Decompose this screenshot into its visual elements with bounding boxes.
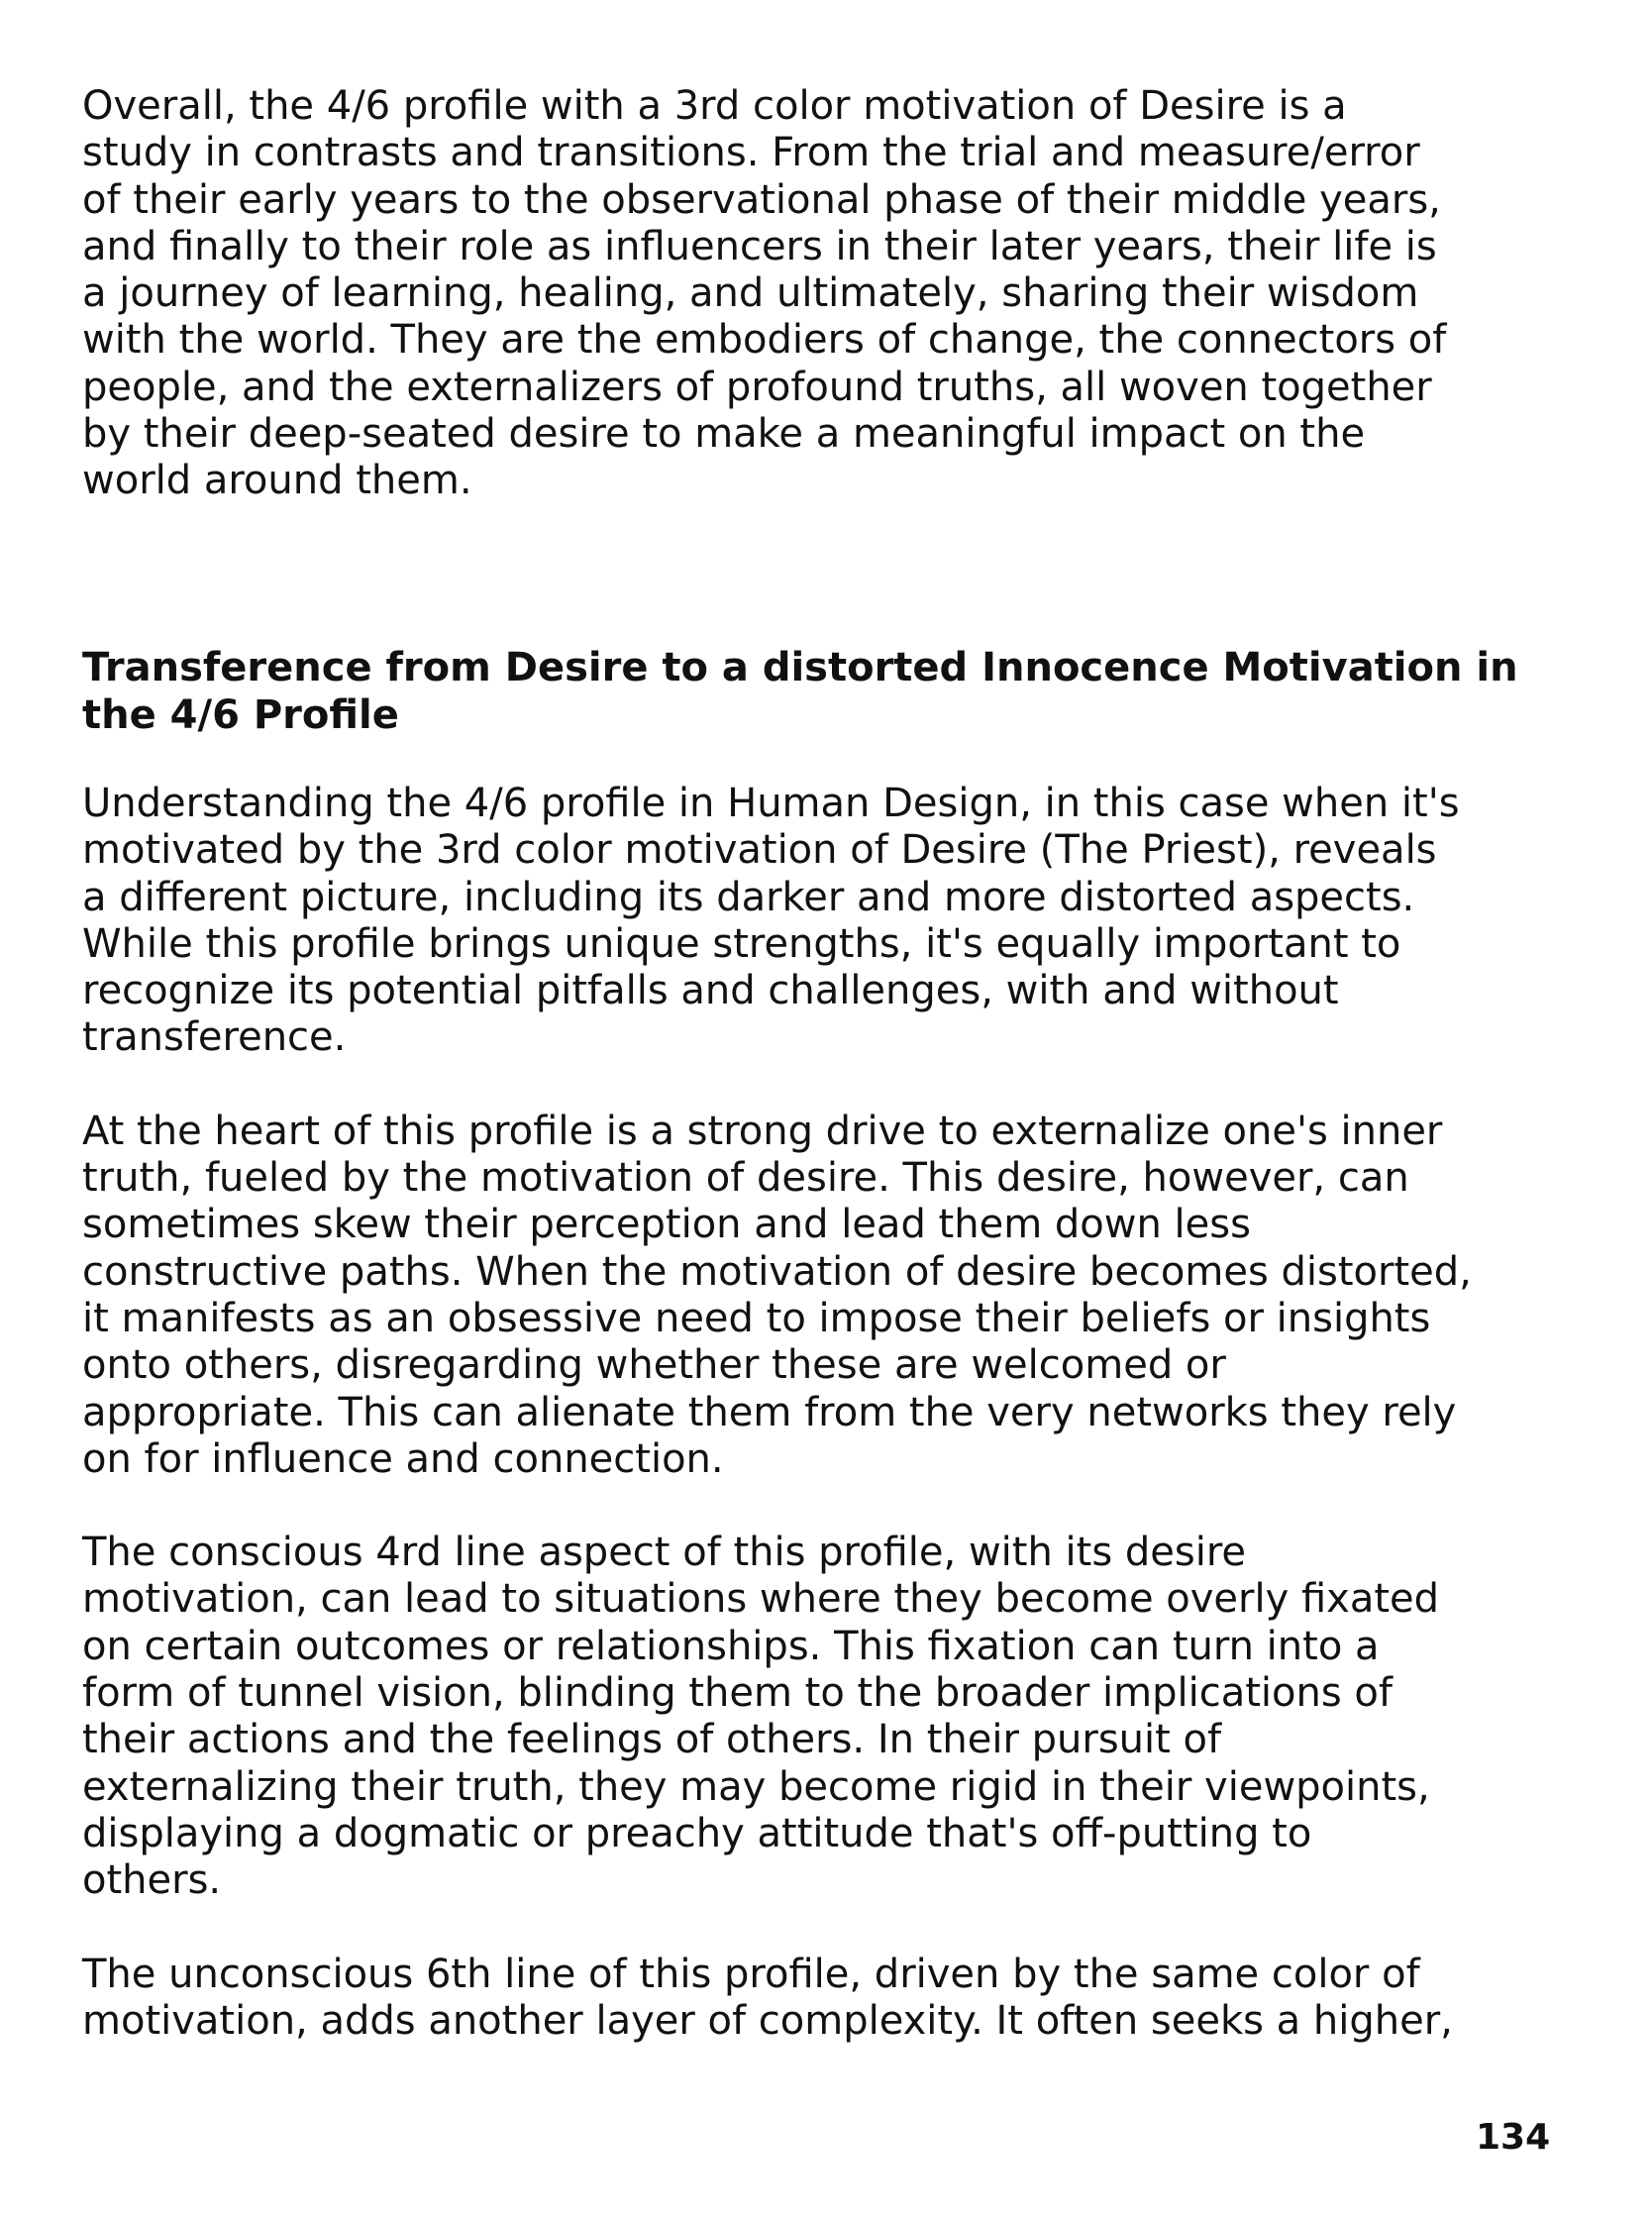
text-line: onto others, disregarding whether these are welcomed or — [82, 1342, 1226, 1389]
paragraph — [82, 781, 1472, 1062]
heading-line: Transference from Desire to a distorted Innocence Motivation in — [82, 645, 1518, 690]
text-line: on certain outcomes or relationships. This fixation can turn into a — [82, 1623, 1380, 1669]
text-line: transference. — [82, 1014, 347, 1061]
text-line: motivation, adds another layer of complexity. It often seeks a higher, — [82, 1997, 1453, 2044]
text-line: study in contrasts and transitions. From the trial and measure/error — [82, 130, 1420, 176]
text-line: their actions and the feelings of others. In their pursuit of — [82, 1717, 1222, 1763]
text-line: truth, fueled by the motivation of desire. This desire, however, can — [82, 1155, 1409, 1202]
text-line: displaying a dogmatic or preachy attitude that's off-putting to — [82, 1810, 1312, 1856]
text-line: others. — [82, 1857, 222, 1904]
paragraph — [82, 1952, 1472, 2046]
heading-line: the 4/6 Profile — [82, 692, 399, 738]
text-line: At the heart of this profile is a strong drive to externalize one's inner — [82, 1108, 1443, 1154]
text-line: people, and the externalizers of profound truths, all woven together — [82, 364, 1432, 410]
text-line: constructive paths. When the motivation of desire becomes distorted, — [82, 1248, 1472, 1295]
text-line: of their early years to the observational phase of their middle years, — [82, 176, 1441, 223]
text-line: with the world. They are the embodiers of change, the connectors of — [82, 317, 1447, 364]
text-line: Overall, the 4/6 profile with a 3rd color motivation of Desire is a — [82, 83, 1347, 129]
text-line: sometimes skew their perception and lead them down less — [82, 1202, 1251, 1248]
paragraph — [82, 1530, 1472, 1904]
text-line: The conscious 4rd line aspect of this profile, with its desire — [82, 1530, 1246, 1576]
text-line: on for influence and connection. — [82, 1435, 724, 1482]
intro-paragraph — [82, 83, 1568, 505]
text-line: externalizing their truth, they may become rigid in their viewpoints, — [82, 1763, 1430, 1810]
section-body — [82, 781, 1472, 2091]
text-line: recognize its potential pitfalls and challenges, with and without — [82, 968, 1339, 1014]
text-line: motivation, can lead to situations where they become overly fixated — [82, 1576, 1440, 1623]
text-line: The unconscious 6th line of this profile, driven by the same color of — [82, 1951, 1420, 1997]
text-line: it manifests as an obsessive need to impose their beliefs or insights — [82, 1295, 1431, 1341]
page — [82, 83, 1568, 2044]
text-line: Understanding the 4/6 profile in Human Design, in this case when it's — [82, 781, 1460, 826]
text-line: motivated by the 3rd color motivation of Desire (The Priest), reveals — [82, 827, 1437, 874]
text-line: a journey of learning, healing, and ultimately, sharing their wisdom — [82, 270, 1419, 317]
page-number: 134 — [1476, 2117, 1551, 2158]
text-line: world around them. — [82, 458, 472, 504]
text-line: appropriate. This can alienate them from the very networks they rely — [82, 1389, 1457, 1435]
section-heading — [82, 644, 1518, 739]
text-line: a different picture, including its darker and more distorted aspects. — [82, 874, 1415, 920]
text-line: and finally to their role as influencers in their later years, their life is — [82, 223, 1437, 269]
text-line: by their deep-seated desire to make a meaningful impact on the — [82, 411, 1366, 458]
paragraph — [82, 1109, 1472, 1483]
text-line: While this profile brings unique strengths, it's equally important to — [82, 920, 1401, 967]
text-line: form of tunnel vision, blinding them to the broader implications of — [82, 1670, 1393, 1717]
